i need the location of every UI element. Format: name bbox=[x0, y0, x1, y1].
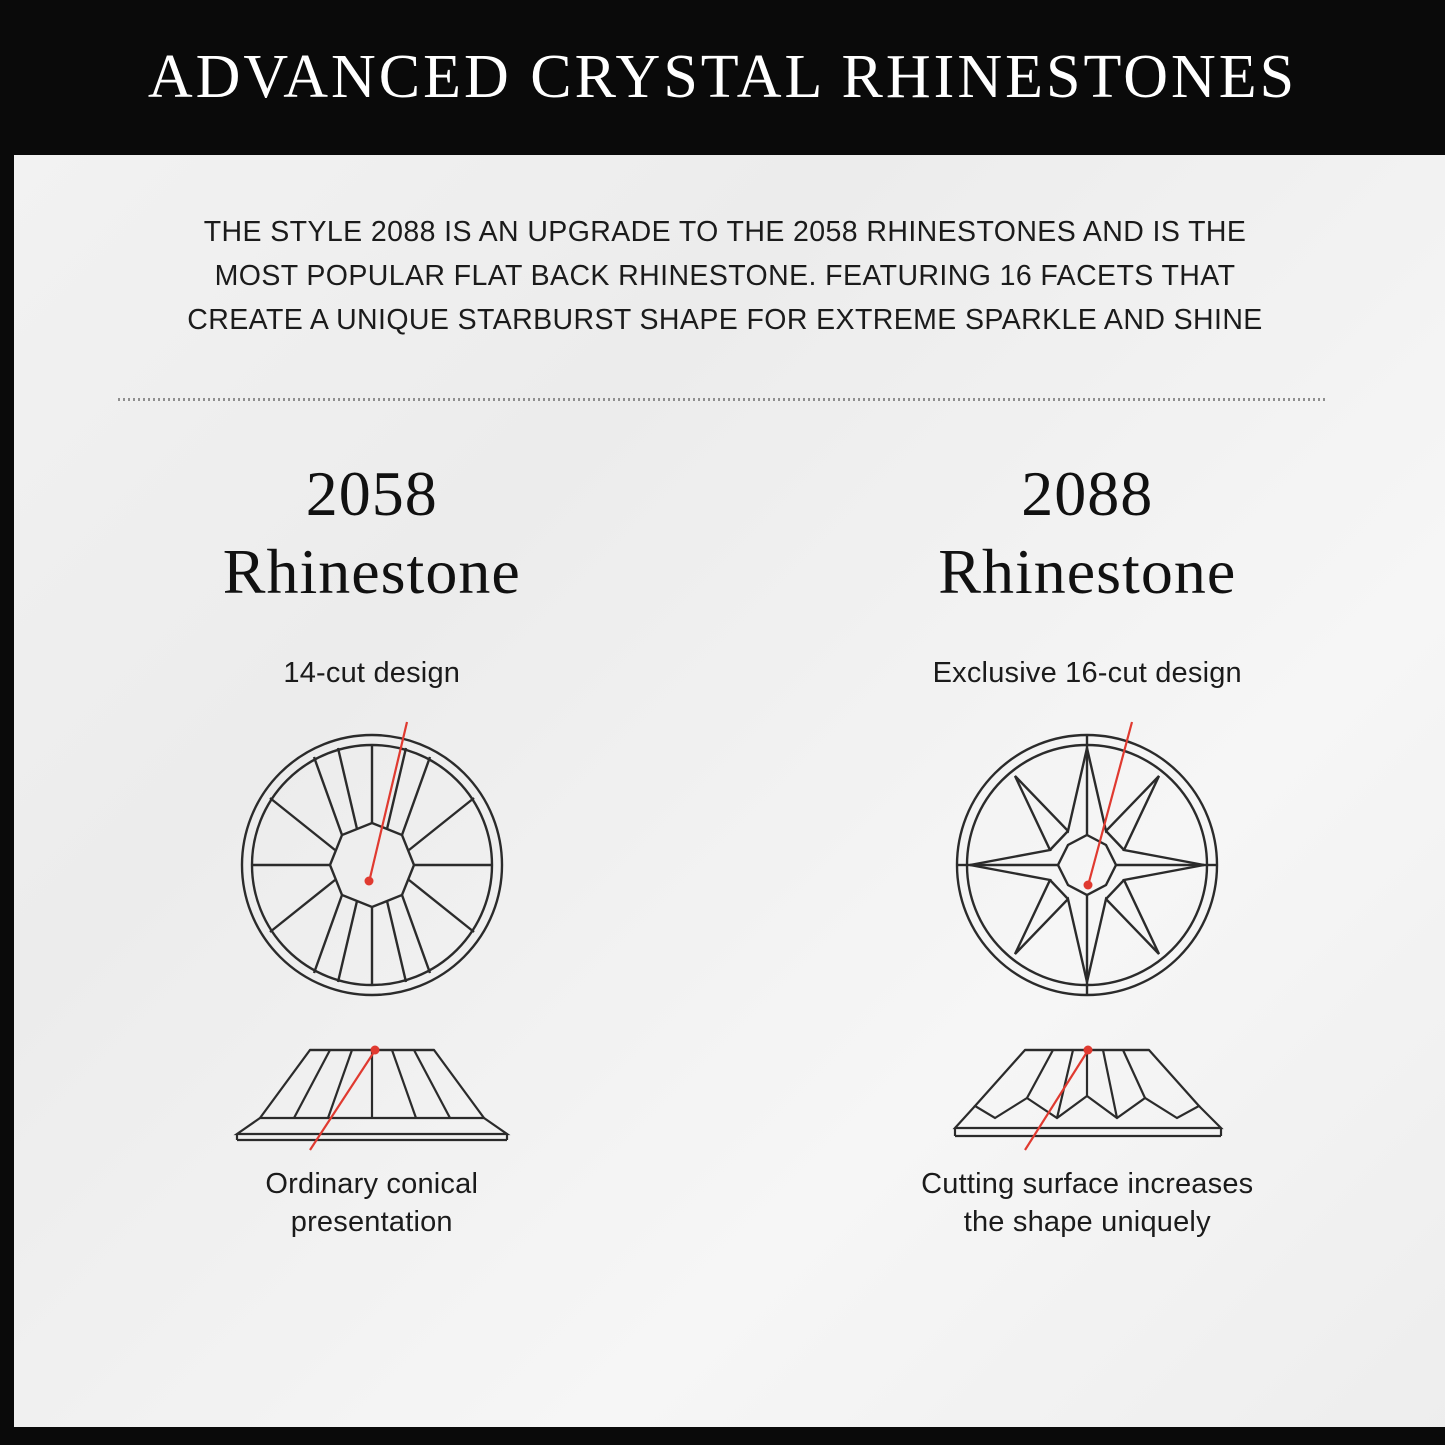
pointer-line-bottom-left bbox=[310, 1052, 374, 1150]
caption-16-cut-design: Exclusive 16-cut design bbox=[932, 657, 1242, 689]
intro-line-3: CREATE A UNIQUE STARBURST SHAPE FOR EXTREME SPARKLE AND SHINE bbox=[187, 304, 1263, 336]
bottom-edge-bar bbox=[0, 1427, 1445, 1445]
diagram-2088-side-view bbox=[877, 1032, 1297, 1157]
column-2088 bbox=[730, 455, 1445, 1241]
column-2088-title-line2: Rhinestone bbox=[938, 536, 1237, 607]
intro-line-2: MOST POPULAR FLAT BACK RHINESTONE. FEATURING 16 FACETS THAT bbox=[214, 260, 1236, 292]
page-title: ADVANCED CRYSTAL RHINESTONES bbox=[147, 43, 1298, 111]
caption-ordinary-conical-line2: presentation bbox=[290, 1206, 453, 1238]
intro-line-1: THE STYLE 2088 IS AN UPGRADE TO THE 2058 RHINESTONES AND IS THE bbox=[203, 216, 1247, 248]
column-2088-title bbox=[938, 455, 1236, 611]
left-edge-bar bbox=[0, 155, 14, 1445]
diagram-2058-side-view bbox=[162, 1032, 582, 1157]
caption-ordinary-conical-line1: Ordinary conical bbox=[265, 1168, 479, 1200]
caption-cutting-surface-line2: the shape uniquely bbox=[963, 1206, 1211, 1238]
pointer-dot-bottom-left bbox=[370, 1046, 379, 1055]
column-2058-title-line1: 2058 bbox=[305, 458, 438, 529]
diagram-2088-top-view bbox=[877, 700, 1297, 1010]
column-2058-title-line2: Rhinestone bbox=[222, 536, 521, 607]
pointer-dot-top-left bbox=[364, 877, 373, 886]
comparison-columns bbox=[14, 455, 1445, 1241]
intro-paragraph bbox=[110, 210, 1340, 342]
diagram-2058-top-view bbox=[162, 700, 582, 1010]
column-2088-title-line1: 2088 bbox=[1021, 458, 1154, 529]
caption-cutting-surface-line1: Cutting surface increases bbox=[921, 1168, 1254, 1200]
pointer-dot-top-right bbox=[1084, 881, 1093, 890]
caption-cutting-surface bbox=[921, 1165, 1253, 1241]
pointer-dot-bottom-right bbox=[1084, 1046, 1093, 1055]
dotted-divider bbox=[118, 398, 1328, 401]
header-banner bbox=[0, 0, 1445, 155]
column-2058 bbox=[14, 455, 730, 1241]
caption-ordinary-conical bbox=[265, 1165, 478, 1241]
column-2058-title bbox=[223, 455, 521, 611]
caption-14-cut-design: 14-cut design bbox=[283, 657, 461, 689]
